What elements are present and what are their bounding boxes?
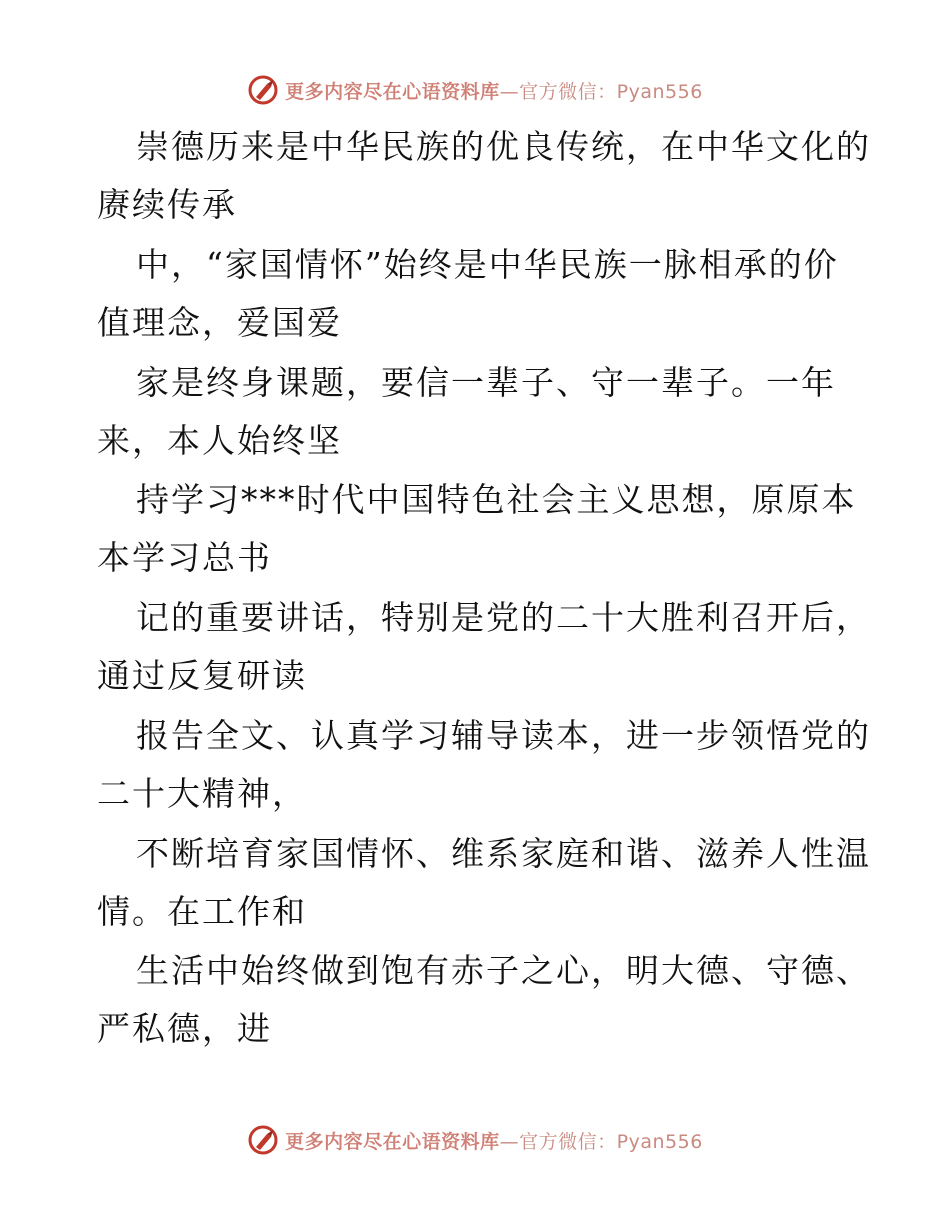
paragraph-line: 崇德历来是中华民族的优良传统，在中华文化的: [136, 127, 871, 166]
paragraph-line-continuation: 情。在工作和: [97, 892, 307, 931]
watermark-text: [285, 1127, 703, 1154]
watermark-separator: —: [499, 1130, 520, 1153]
watermark-contact: 官方微信：Pyan556: [519, 80, 703, 103]
paragraph-line: 生活中始终做到饱有赤子之心，明大德、守德、: [136, 951, 871, 990]
paragraph-line-continuation: 严私德，进: [97, 1009, 272, 1048]
watermark-brand: 更多内容尽在心语资料库: [285, 80, 500, 103]
paragraph-line-continuation: 本学习总书: [97, 538, 272, 577]
paragraph-line: 报告全文、认真学习辅导读本，进一步领悟党的: [136, 716, 871, 755]
paragraph-line-continuation: 通过反复研读: [97, 656, 307, 695]
watermark-contact: 官方微信：Pyan556: [519, 1130, 703, 1153]
paragraph-line-continuation: 赓续传承: [97, 185, 237, 224]
paragraph-line: 家是终身课题，要信一辈子、守一辈子。一年: [136, 363, 836, 402]
header-watermark: [0, 70, 950, 110]
pen-nib-logo-icon: [247, 74, 279, 106]
watermark-separator: —: [499, 80, 520, 103]
paragraph-line-continuation: 二十大精神，: [97, 774, 307, 813]
watermark-text: [285, 77, 703, 104]
pen-nib-logo-icon: [247, 1124, 279, 1156]
paragraph-line: 持学习***时代中国特色社会主义思想，原原本: [136, 480, 857, 519]
paragraph-line: 记的重要讲话，特别是党的二十大胜利召开后，: [136, 598, 871, 637]
paragraph-line: 中，“家国情怀”始终是中华民族一脉相承的价: [136, 245, 839, 284]
paragraph-line-continuation: 值理念，爱国爱: [97, 303, 342, 342]
paragraph-line-continuation: 来，本人始终坚: [97, 421, 342, 460]
watermark-brand: 更多内容尽在心语资料库: [285, 1130, 500, 1153]
footer-watermark: [0, 1120, 950, 1160]
paragraph-line: 不断培育家国情怀、维系家庭和谐、滋养人性温: [136, 834, 871, 873]
